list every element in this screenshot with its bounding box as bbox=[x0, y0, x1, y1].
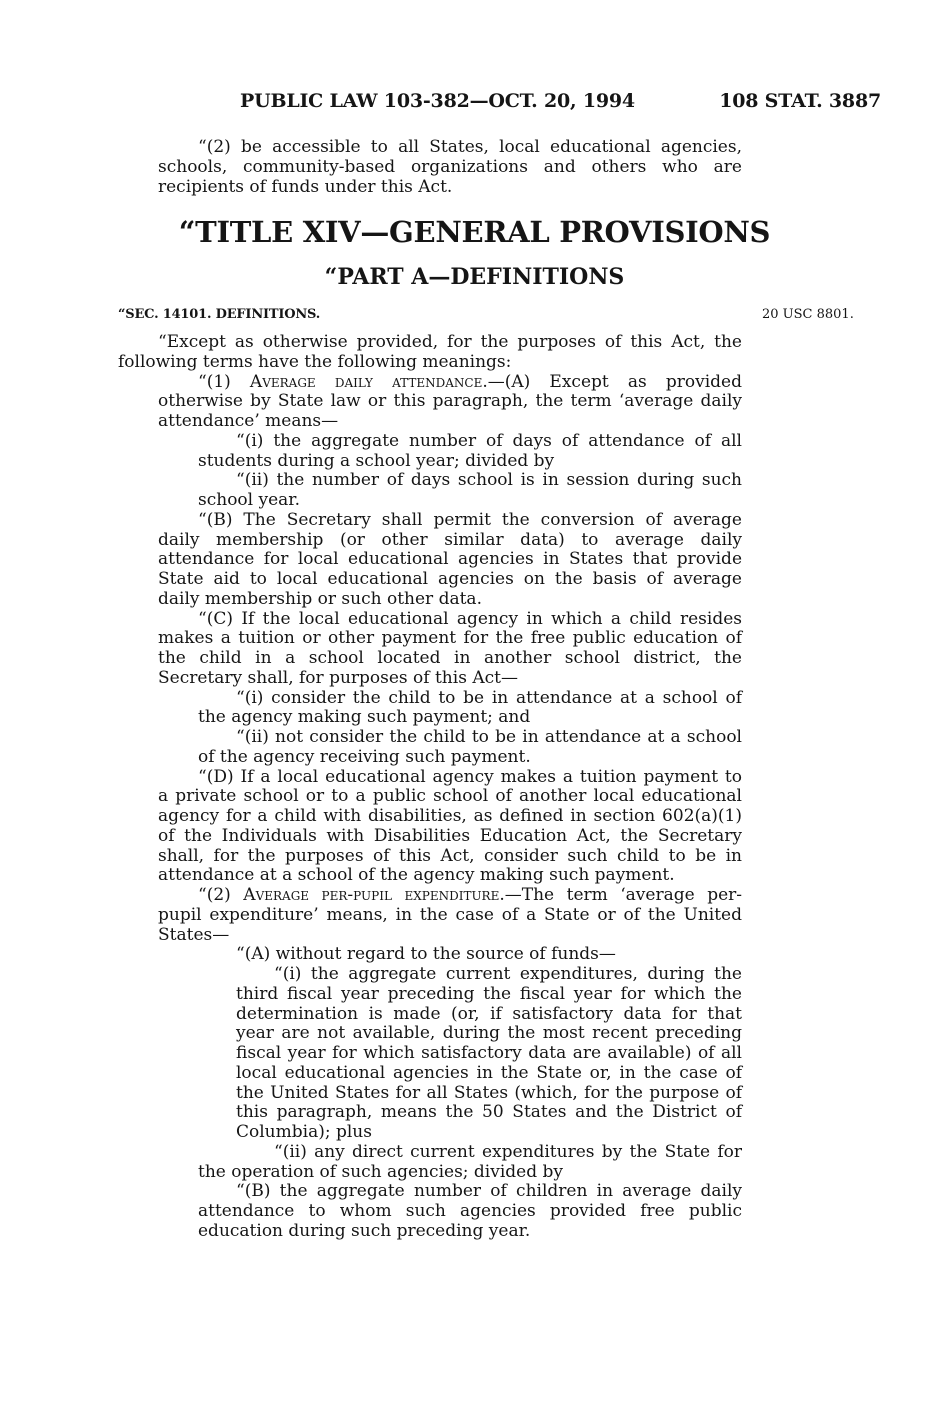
paragraph-1 bbox=[158, 373, 742, 432]
paragraph-1-b: “(B) The Secretary shall permit the conversion of average daily membership (or other similar data) to average daily attendance for local educational agencies in States that provide State aid to local educational agencies on the basis of average daily membership or such other data. bbox=[158, 509, 742, 609]
paragraph-2-open: “(2) bbox=[198, 885, 244, 905]
intro-text bbox=[118, 138, 742, 197]
paragraph-2-a-ii: “(ii) any direct current expenditures by the State for the operation of such agencies; divided by bbox=[198, 1141, 742, 1182]
paragraph-1-a-ii: “(ii) the number of days school is in session during such school year. bbox=[198, 470, 742, 510]
paragraph-1-open: “(1) bbox=[198, 371, 250, 392]
section-lead: “Except as otherwise provided, for the purposes of this Act, the following terms have the following meanings: bbox=[118, 332, 742, 372]
paragraph-2-b: “(B) the aggregate number of children in average daily attendance to whom such agencies provided free public education during such preceding year. bbox=[198, 1181, 742, 1241]
usc-margin-note: 20 USC 8801. bbox=[762, 307, 854, 322]
paragraph-1-term: Average daily attendance bbox=[249, 371, 483, 392]
paragraph-2 bbox=[158, 886, 742, 945]
part-heading: “PART A—DEFINITIONS bbox=[324, 264, 625, 290]
paragraph-2-term: Average per-pupil expenditure bbox=[243, 885, 500, 905]
paragraph-1-d: “(D) If a local educational agency makes a tuition payment to a private school or to a public school of another local educational agency for a child with disabilities, as defined in section 602(a)(1) of the Individuals with Disabilities Education Act, the Secretary shall, for the purposes of this Act, consider such child to be in attendance at a school of the agency making such payment. bbox=[158, 766, 742, 886]
paragraph-1-c-ii: “(ii) not consider the child to be in attendance at a school of the agency receiving such payment. bbox=[198, 727, 742, 767]
title-heading: “TITLE XIV—GENERAL PROVISIONS bbox=[178, 215, 771, 249]
paragraph-1-a-i: “(i) the aggregate number of days of attendance of all students during a school year; divided by bbox=[198, 430, 742, 471]
paragraph-2-a-i: “(i) the aggregate current expenditures, during the third fiscal year preceding the fiscal year for which the determination is made (or, if satisfactory data for that year are not available, during the most recent preceding fiscal year for which satisfactory data are available) of all local educational agencies in the State or, in the case of the United States for all States (which, for the purpose of this paragraph, means the 50 States and the District of Columbia); plus bbox=[236, 964, 742, 1142]
section-body bbox=[118, 333, 742, 1242]
statutes-page-number: 108 STAT. 3887 bbox=[719, 90, 881, 112]
paragraph-2-a: “(A) without regard to the source of funds— bbox=[236, 944, 616, 965]
paragraph-1-rest: .—(A) Except as provided otherwise by State law or this paragraph, the term ‘average daily attendance’ means— bbox=[158, 371, 742, 431]
paragraph-1-c-i: “(i) consider the child to be in attendance at a school of the agency making such payment; and bbox=[198, 687, 742, 728]
paragraph-2-rest: .—The term ‘average per-pupil expenditure’ means, in the case of a State or of the United States— bbox=[158, 885, 743, 945]
page-header bbox=[0, 90, 949, 118]
public-law-citation: PUBLIC LAW 103-382—OCT. 20, 1994 bbox=[240, 90, 635, 112]
intro-paragraph-2: “(2) be accessible to all States, local educational agencies, schools, community-based organizations and others who are recipients of funds under this Act. bbox=[158, 137, 742, 197]
section-heading: “SEC. 14101. DEFINITIONS. bbox=[118, 307, 321, 322]
paragraph-1-c: “(C) If the local educational agency in which a child resides makes a tuition or other payment for the free public education of the child in a school located in another school district, the Secretary shall, for purposes of this Act— bbox=[158, 608, 742, 688]
